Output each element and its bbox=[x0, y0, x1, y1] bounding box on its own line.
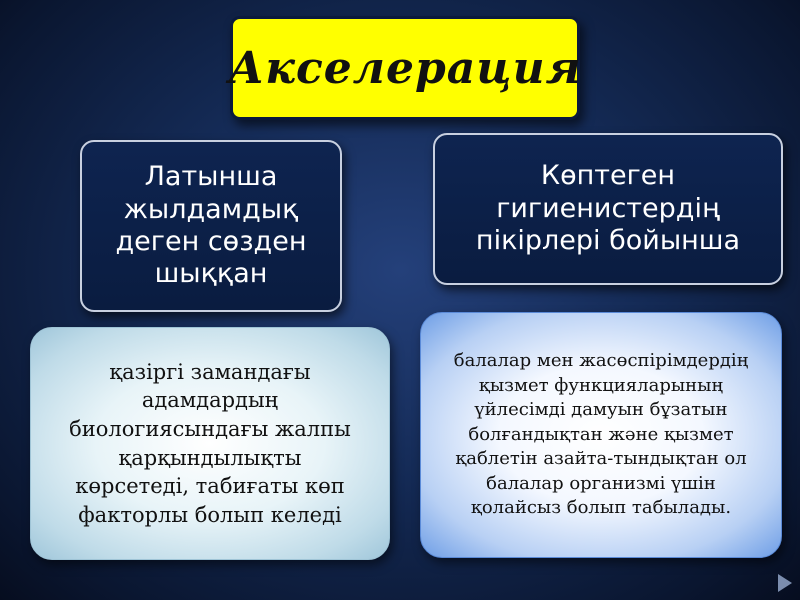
hygienists-text: Көптеген гигиенистердің пікірлері бойынша bbox=[475, 160, 741, 257]
next-slide-icon[interactable] bbox=[778, 574, 792, 592]
modern-people-text: қазіргі замандағы адамдардың биологиясындағы жалпы қарқындылықты көрсетеді, табиғаты көп факторлы болып келеді bbox=[69, 359, 351, 527]
latin-origin-box bbox=[80, 140, 342, 312]
diagram-title: Акселерация bbox=[228, 42, 582, 94]
latin-origin-text: Латынша жылдамдық деген сөзден шыққан bbox=[115, 161, 307, 290]
children-text: балалар мен жасөспірімдердің қызмет функцияларының үйлесімді дамуын бұзатын болғандықтан және қызмет қаблетін азайта-тындықтан ол балалар организмі үшін қолайсыз болып табылады. bbox=[453, 350, 749, 519]
hygienists-box bbox=[433, 133, 783, 285]
title-box bbox=[230, 16, 580, 120]
modern-people-box bbox=[30, 327, 390, 560]
children-box bbox=[420, 312, 782, 558]
